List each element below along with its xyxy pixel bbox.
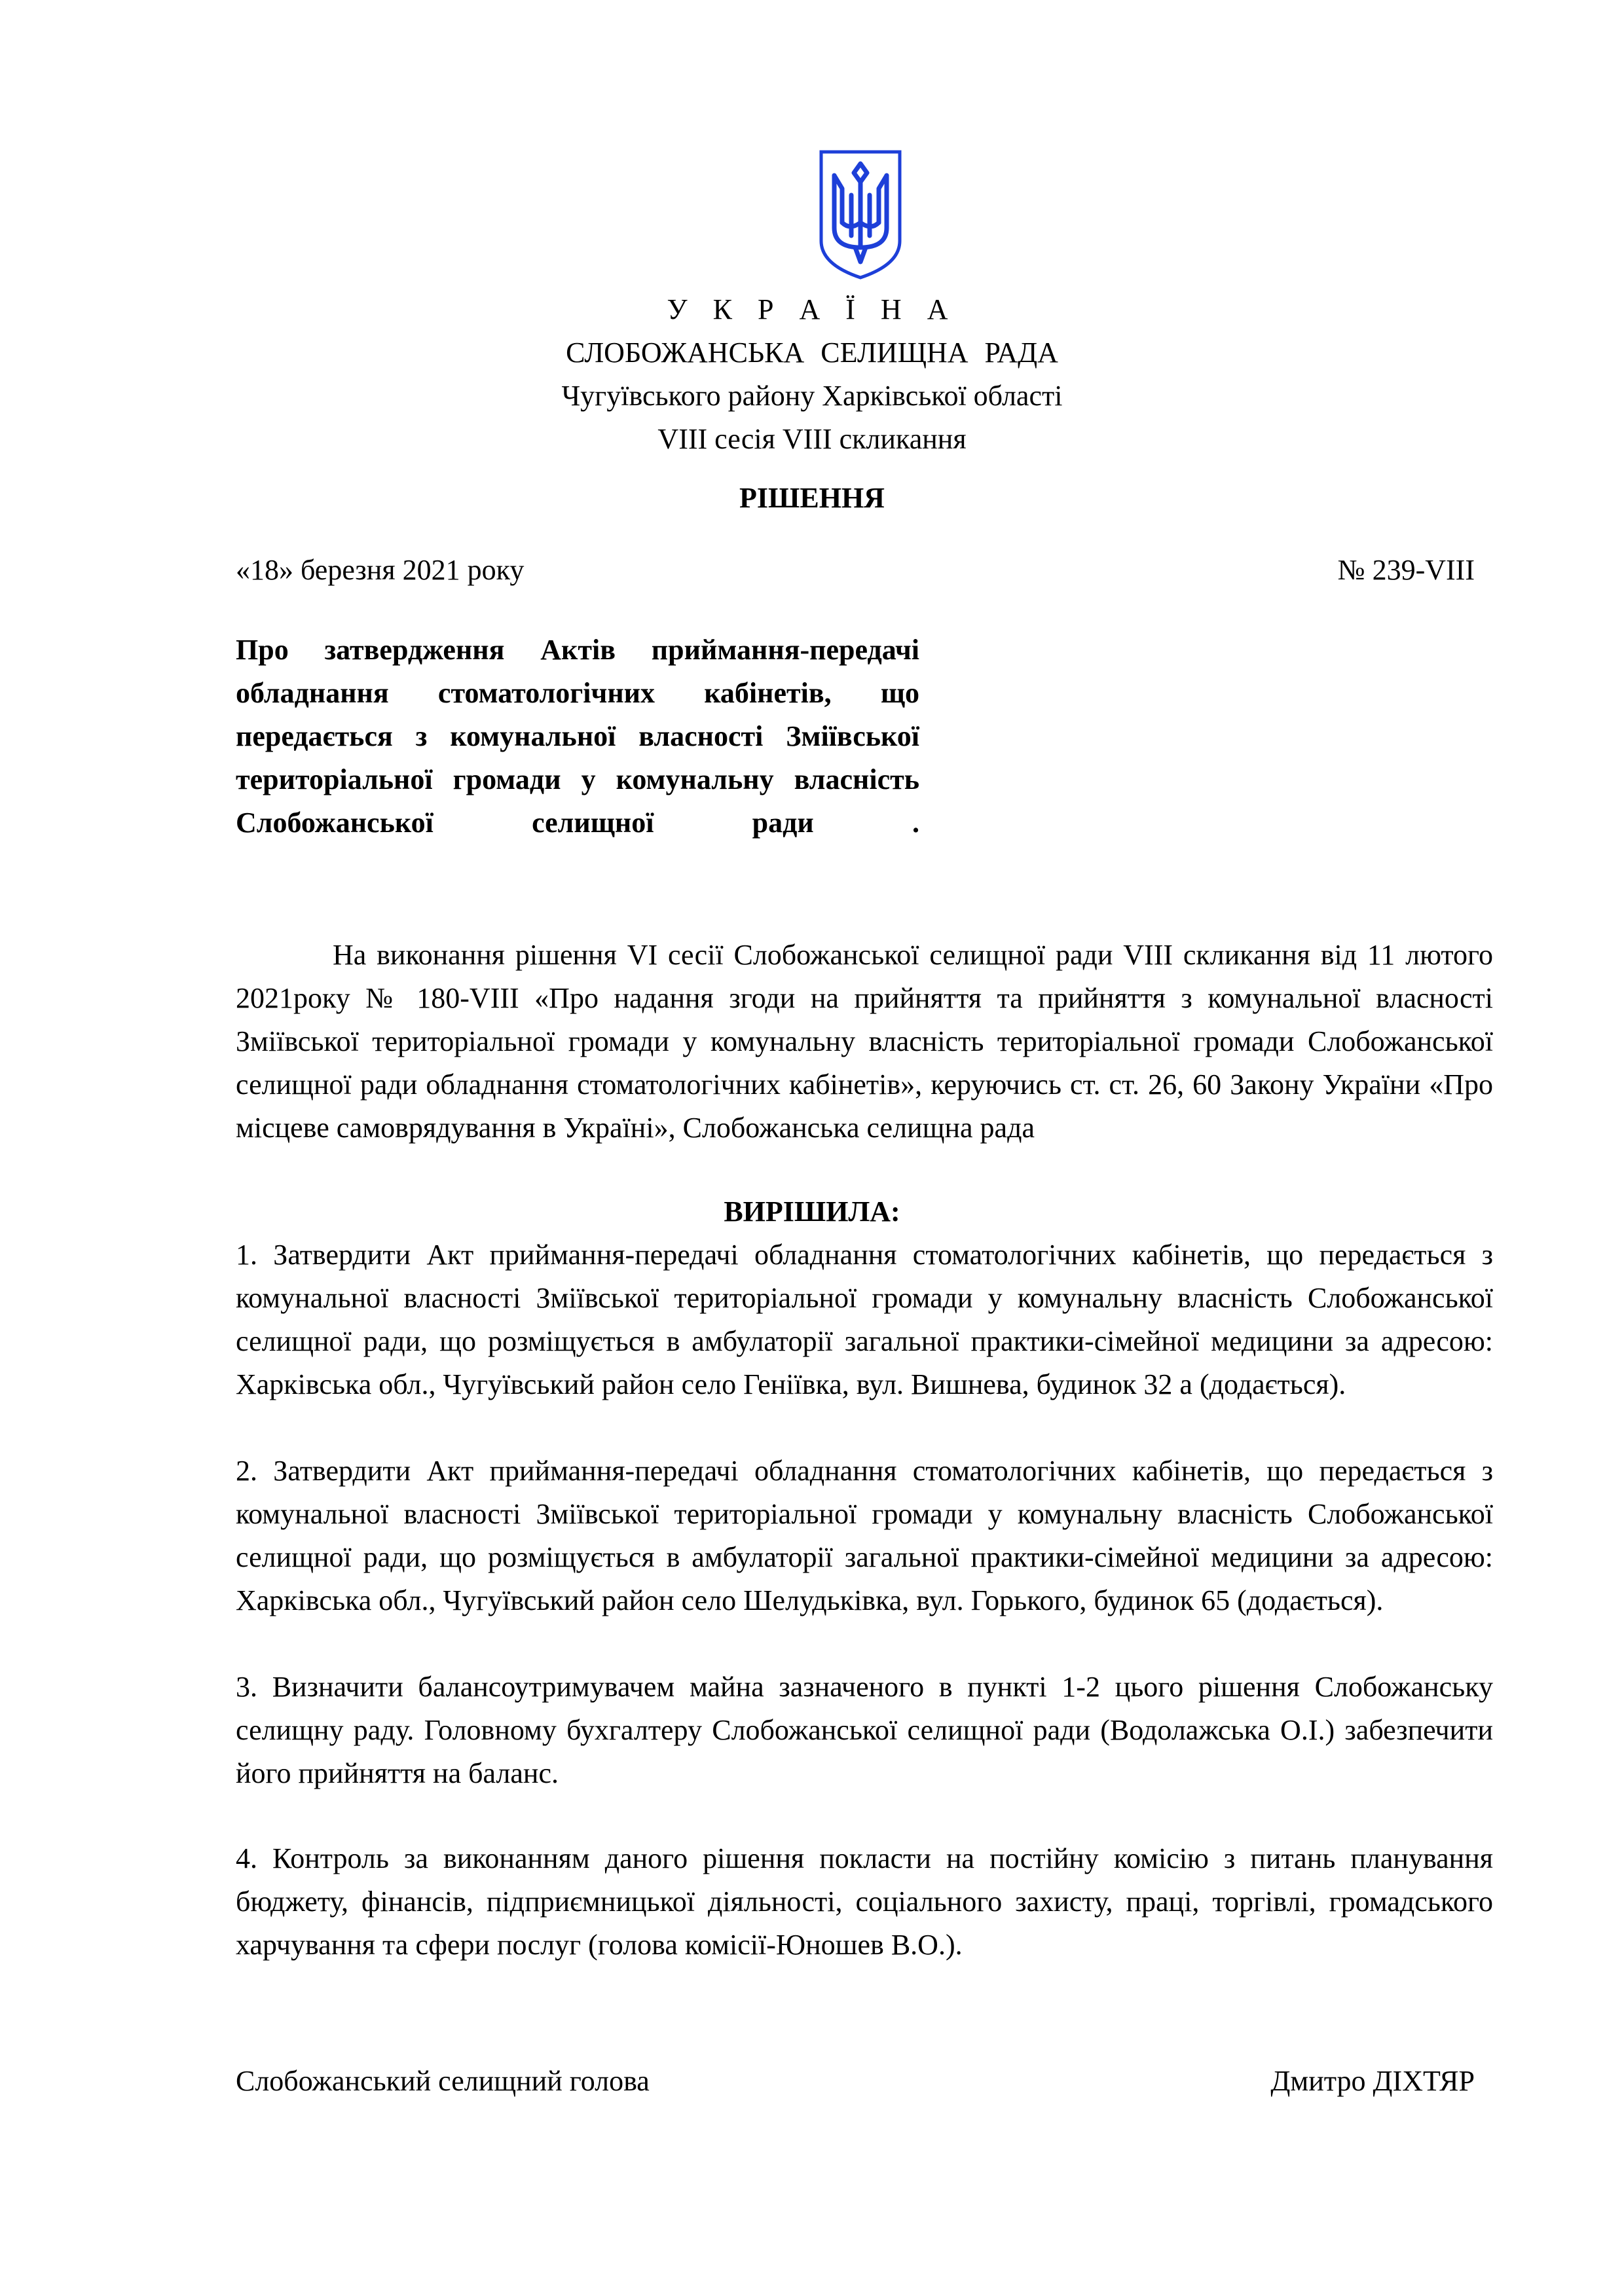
district-name: Чугуївського району Харківської області bbox=[561, 380, 1063, 412]
decision-point-3: 3. Визначити балансоутримувачем майна зазначеного в пункті 1-2 цього рішення Слобожанську селищну раду. Головному бухгалтеру Слобожанської селищної ради (Водолажська О.І.) забезпечити його прийняття на баланс. bbox=[236, 1671, 1493, 1789]
decision-date: «18» березня 2021 року bbox=[236, 554, 525, 586]
decision-subject: Про затвердження Актів приймання-передачі обладнання стоматологічних кабінетів, що передається з комунальної власності Зміївської територіальної громади у комунальну власність Слобожанської селищної ради . bbox=[236, 634, 919, 839]
signatory-position: Слобожанський селищний голова bbox=[236, 2065, 650, 2097]
decision-point-1: 1. Затвердити Акт приймання-передачі обладнання стоматологічних кабінетів, що передається з комунальної власності Зміївської територіальної громади у комунальну власність Слобожанської селищної ради, що розміщується в амбулаторії загальної практики-сімейної медицини за адресою: Харківська обл., Чугуївський район село Геніївка, вул. Вишнева, будинок 32 а (додається). bbox=[236, 1239, 1493, 1400]
decision-number: № 239-VIII bbox=[1337, 554, 1475, 586]
preamble-paragraph: На виконання рішення VI сесії Слобожанської селищної ради VIII скликання від 11 лютого 2021року № 180-VIII «Про надання згоди на прийняття та прийняття з комунальної власності Зміївської територіальної громади у комунальну власність територіальної громади Слобожанської селищної ради обладнання стоматологічних кабінетів», керуючись ст. ст. 26, 60 Закону України «Про місцеве самоврядування в Україні», Слобожанська селищна рада bbox=[236, 939, 1493, 1144]
decision-point-4: 4. Контроль за виконанням даного рішення покласти на постійну комісію з питань планування бюджету, фінансів, підприємницької діяльності, соціального захисту, праці, торгівлі, громадського харчування та сфери послуг (голова комісії-Юношев В.О.). bbox=[236, 1842, 1493, 1961]
resolved-heading: ВИРІШИЛА: bbox=[724, 1195, 900, 1228]
document-type: РІШЕННЯ bbox=[739, 482, 885, 514]
document-header bbox=[0, 288, 1624, 461]
ukraine-trident-emblem-icon bbox=[817, 149, 904, 280]
session-info: VIII сесія VIII скликання bbox=[657, 423, 967, 455]
country-name: У К Р А Ї Н А bbox=[667, 293, 957, 325]
signatory-name: Дмитро ДІХТЯР bbox=[1270, 2065, 1475, 2097]
decision-point-2: 2. Затвердити Акт приймання-передачі обладнання стоматологічних кабінетів, що передається з комунальної власності Зміївської територіальної громади у комунальну власність Слобожанської селищної ради, що розміщується в амбулаторії загальної практики-сімейної медицини за адресою: Харківська обл., Чугуївський район село Шелудьківка, вул. Горького, будинок 65 (додається). bbox=[236, 1455, 1493, 1616]
council-name: СЛОБОЖАНСЬКА СЕЛИЩНА РАДА bbox=[566, 337, 1058, 369]
